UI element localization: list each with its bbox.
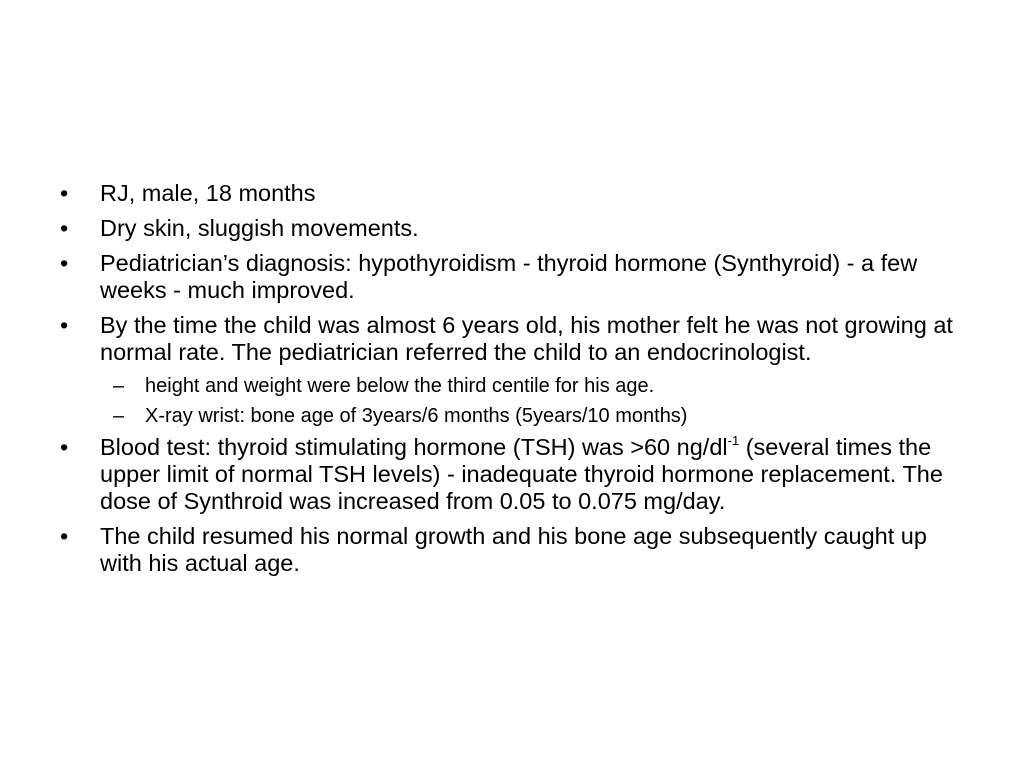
sub-bullet-item bbox=[60, 374, 970, 398]
bullet-icon: • bbox=[60, 250, 69, 276]
bullet-item bbox=[60, 180, 970, 207]
bullet-item bbox=[60, 434, 970, 515]
bullet-item bbox=[60, 523, 970, 577]
dash-icon: – bbox=[113, 375, 125, 397]
bullet-icon: • bbox=[60, 434, 69, 460]
bullet-text: By the time the child was almost 6 years old, his mother felt he was not growing at normal rate. The pediatrician referred the child to an endocrinologist. bbox=[100, 312, 953, 365]
bullet-text: The child resumed his normal growth and his bone age subsequently caught up with his actual age. bbox=[100, 523, 927, 576]
bullet-text: Dry skin, sluggish movements. bbox=[100, 215, 419, 241]
bullet-icon: • bbox=[60, 312, 69, 338]
bullet-icon: • bbox=[60, 215, 69, 241]
bullet-item bbox=[60, 312, 970, 366]
bullet-icon: • bbox=[60, 180, 69, 206]
sub-bullet-text: height and weight were below the third centile for his age. bbox=[145, 375, 655, 397]
sub-bullet-text: X-ray wrist: bone age of 3years/6 months (5years/10 months) bbox=[145, 405, 688, 427]
slide-body bbox=[60, 180, 970, 585]
bullet-text-end: (several times the upper limit of normal TSH levels) - inadequate thyroid hormone replacement. The dose of Synthroid was increased from 0.05 to 0.075 mg/day. bbox=[100, 434, 943, 514]
bullet-text: RJ, male, 18 months bbox=[100, 180, 316, 206]
superscript-exponent: -1 bbox=[727, 433, 740, 448]
bullet-item bbox=[60, 215, 970, 242]
bullet-text: Pediatrician’s diagnosis: hypothyroidism - thyroid hormone (Synthyroid) - a few weeks - much improved. bbox=[100, 250, 918, 303]
bullet-icon: • bbox=[60, 523, 69, 549]
bullet-item bbox=[60, 250, 970, 304]
dash-icon: – bbox=[113, 405, 125, 427]
bullet-text-start: Blood test: thyroid stimulating hormone (TSH) was >60 ng/dl bbox=[100, 434, 728, 460]
sub-bullet-item bbox=[60, 404, 970, 428]
